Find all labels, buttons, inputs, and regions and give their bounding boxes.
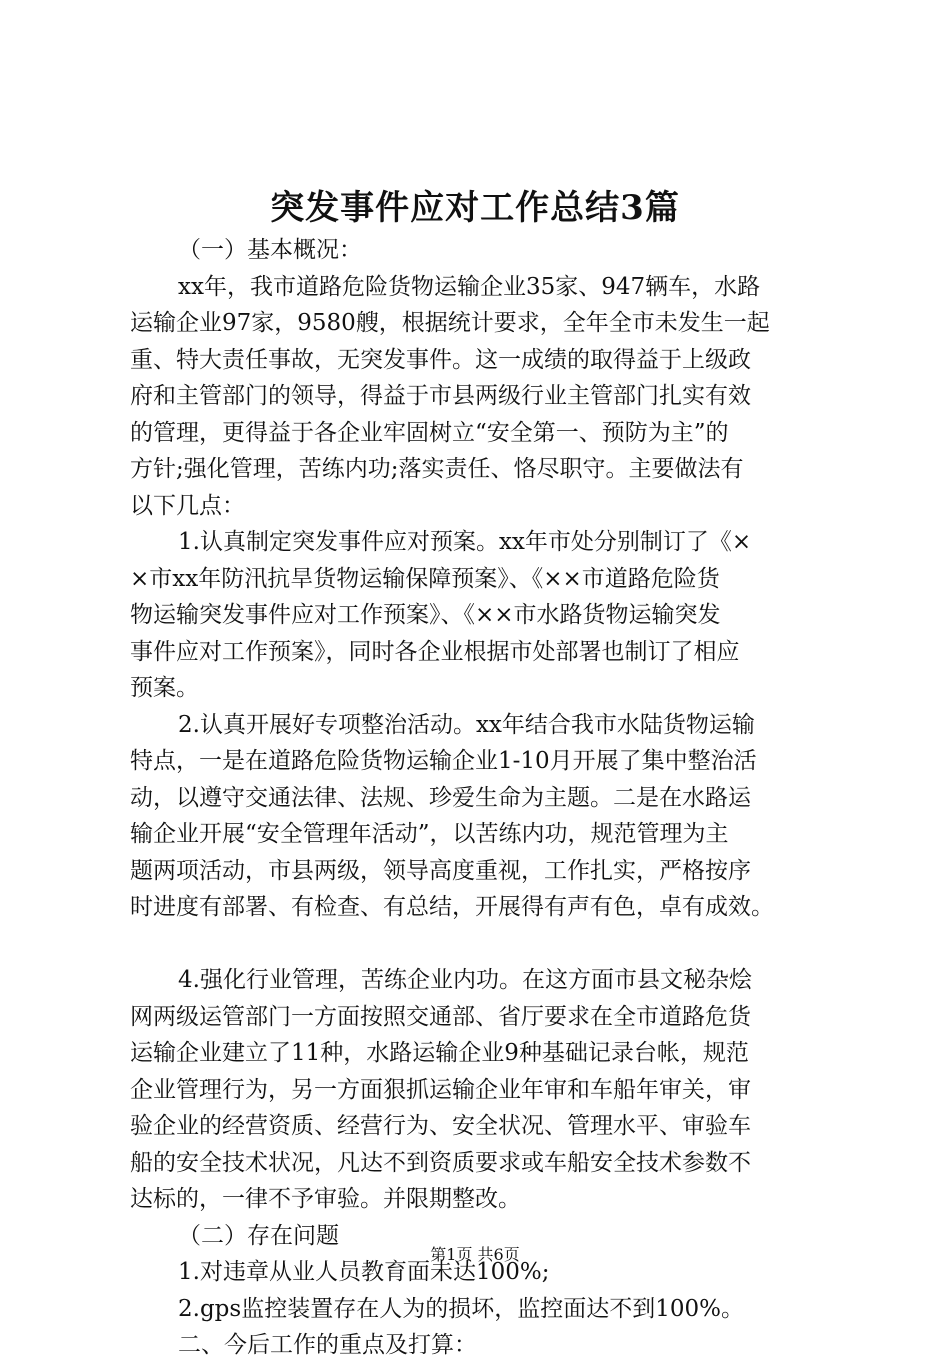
section-heading-basic: （一）基本概况： (178, 237, 362, 263)
paragraph-line: xx年，我市道路危险货物运输企业35家、947辆车，水路 (178, 273, 761, 300)
paragraph-gap (130, 926, 830, 963)
paragraph-line: ×市xx年防汛抗旱货物运输保障预案》、《××市道路危险货 (130, 565, 720, 592)
paragraph-line: 物运输突发事件应对工作预案》、《××市水路货物运输突发 (130, 602, 721, 628)
document-title: 突发事件应对工作总结3篇 (270, 188, 680, 228)
list-item: 1.对违章从业人员教育面未达100%; (178, 1259, 550, 1285)
paragraph-line: 企业管理行为，另一方面狠抓运输企业年审和车船年审关，审 (130, 1076, 751, 1103)
section-heading-issues: （二）存在问题 (178, 1222, 339, 1249)
paragraph-line: 2.认真开展好专项整治活动。xx年结合我市水陆货物运输 (178, 711, 755, 738)
paragraph-line: 网两级运管部门一方面按照交通部、省厅要求在全市道路危货 (130, 1003, 751, 1030)
paragraph-line: 达标的，一律不予审验。并限期整改。 (130, 1186, 521, 1212)
paragraph-line: 运输企业建立了11种，水路运输企业9种基础记录台帐，规范 (130, 1040, 749, 1066)
paragraph-line: 时进度有部署、有检查、有总结，开展得有声有色，卓有成效。 (130, 894, 774, 920)
paragraph-line: 4.强化行业管理，苦练企业内功。在这方面市县文秘杂烩 (178, 967, 752, 993)
paragraph-line: 府和主管部门的领导，得益于市县两级行业主管部门扎实有效 (130, 383, 751, 409)
paragraph-line: 验企业的经营资质、经营行为、安全状况、管理水平、审验车 (130, 1113, 751, 1139)
paragraph-line: 以下几点： (130, 492, 245, 519)
section-heading-plans: 二、今后工作的重点及打算： (178, 1332, 477, 1358)
paragraph-line: 重、特大责任事故，无突发事件。这一成绩的取得益于上级政 (130, 346, 751, 373)
page-footer: 第1页 共6页 (430, 1245, 520, 1264)
paragraph-line: 动，以遵守交通法律、法规、珍爱生命为主题。二是在水路运 (130, 784, 751, 811)
paragraph-line: 的管理，更得益于各企业牢固树立“安全第一、预防为主”的 (130, 419, 729, 446)
document-body (130, 232, 830, 1364)
paragraph-line: 运输企业97家，9580艘，根据统计要求，全年全市未发生一起 (130, 310, 770, 336)
paragraph-line: 方针;强化管理，苦练内功;落实责任、恪尽职守。主要做法有 (130, 456, 744, 482)
paragraph-line: 预案。 (130, 675, 199, 701)
paragraph-line: 特点，一是在道路危险货物运输企业1-10月开展了集中整治活 (130, 748, 757, 774)
paragraph-line: 题两项活动，市县两级，领导高度重视，工作扎实，严格按序 (130, 857, 751, 884)
paragraph-line: 1.认真制定突发事件应对预案。xx年市处分别制订了《× (178, 529, 752, 555)
paragraph-line: 船的安全技术状况，凡达不到资质要求或车船安全技术参数不 (130, 1149, 751, 1176)
paragraph-line: 输企业开展“安全管理年活动”，以苦练内功，规范管理为主 (130, 821, 729, 847)
list-item: 2.gps监控装置存在人为的损坏，监控面达不到100%。 (178, 1295, 744, 1322)
paragraph-line: 事件应对工作预案》，同时各企业根据市处部署也制订了相应 (130, 638, 740, 665)
